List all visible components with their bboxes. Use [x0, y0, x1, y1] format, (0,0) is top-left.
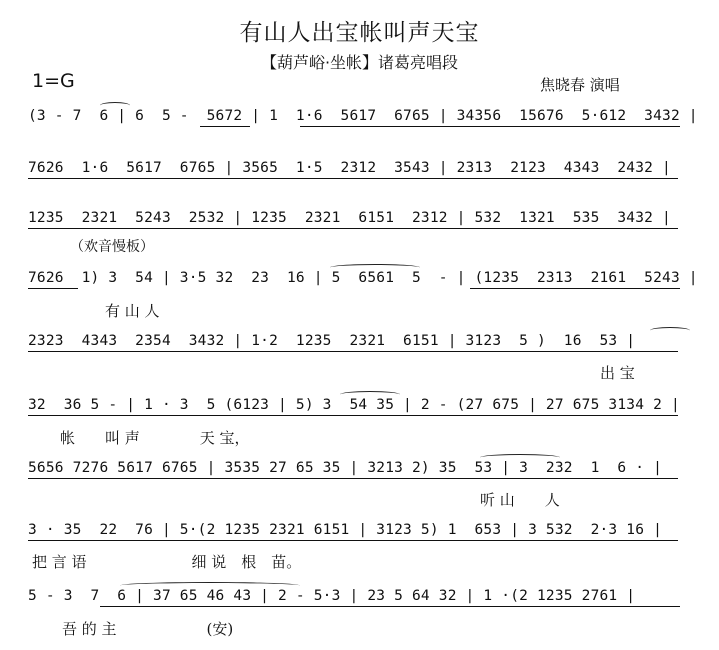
slur-mark	[120, 582, 300, 589]
underline-mark	[28, 228, 678, 229]
tempo-marking: （欢音慢板）	[70, 239, 154, 255]
lyrics-line: 帐 叫 声 天 宝，	[60, 429, 250, 447]
notation-line: (3 - 7 6 | 6 5 - 5672 | 1 1·6 5617 6765 | 34356 15676 5·612 3432 |	[28, 108, 698, 124]
underline-mark	[470, 288, 680, 289]
performer-credit: 焦晓春 演唱	[540, 76, 620, 94]
underline-mark	[28, 351, 678, 352]
notation-line: 5656 7276 5617 6765 | 3535 27 65 35 | 3213 2) 35 53 | 3 232 1 6 · |	[28, 460, 663, 476]
slur-mark	[480, 454, 560, 461]
notation-line: 3 · 35 22 76 | 5·(2 1235 2321 6151 | 3123 5) 1 653 | 3 532 2·3 16 |	[28, 522, 663, 538]
notation-line: 2323 4343 2354 3432 | 1·2 1235 2321 6151 | 3123 5 ) 16 53 |	[28, 333, 636, 349]
underline-mark	[300, 126, 680, 127]
song-subtitle: 【葫芦峪·坐帐】诸葛亮唱段	[260, 53, 459, 72]
lyrics-line: 有 山 人	[105, 302, 160, 320]
lyrics-line: 听 山 人	[480, 491, 560, 509]
lyrics-line: 吾 的 主 (安)	[62, 620, 234, 638]
underline-mark	[28, 478, 678, 479]
notation-line: 7626 1) 3 54 | 3·5 32 23 16 | 5 6561 5 - | (1235 2313 2161 5243 |	[28, 270, 698, 286]
key-signature: 1=G	[32, 70, 75, 92]
notation-line: 7626 1·6 5617 6765 | 3565 1·5 2312 3543 | 2313 2123 4343 2432 |	[28, 160, 671, 176]
underline-mark	[200, 126, 250, 127]
slur-mark	[650, 327, 690, 334]
song-title: 有山人出宝帐叫声天宝	[239, 20, 480, 46]
underline-mark	[28, 540, 678, 541]
lyrics-line: 出 宝	[600, 364, 635, 382]
notation-line: 32 36 5 - | 1 · 3 5 (6123 | 5) 3 54 35 | 2 - (27 675 | 27 675 3134 2 |	[28, 397, 680, 413]
slur-mark	[330, 264, 420, 271]
underline-mark	[28, 178, 678, 179]
slur-mark	[100, 102, 130, 109]
lyrics-line: 把 言 语 细 说 根 苗。	[32, 553, 302, 571]
underline-mark	[28, 415, 678, 416]
slur-mark	[340, 391, 400, 398]
notation-line: 5 - 3 7 6 | 37 65 46 43 | 2 - 5·3 | 23 5 64 32 | 1 ·(2 1235 2761 |	[28, 588, 636, 604]
underline-mark	[28, 288, 78, 289]
underline-mark	[100, 606, 680, 607]
notation-line: 1235 2321 5243 2532 | 1235 2321 6151 2312 | 532 1321 535 3432 |	[28, 210, 671, 226]
